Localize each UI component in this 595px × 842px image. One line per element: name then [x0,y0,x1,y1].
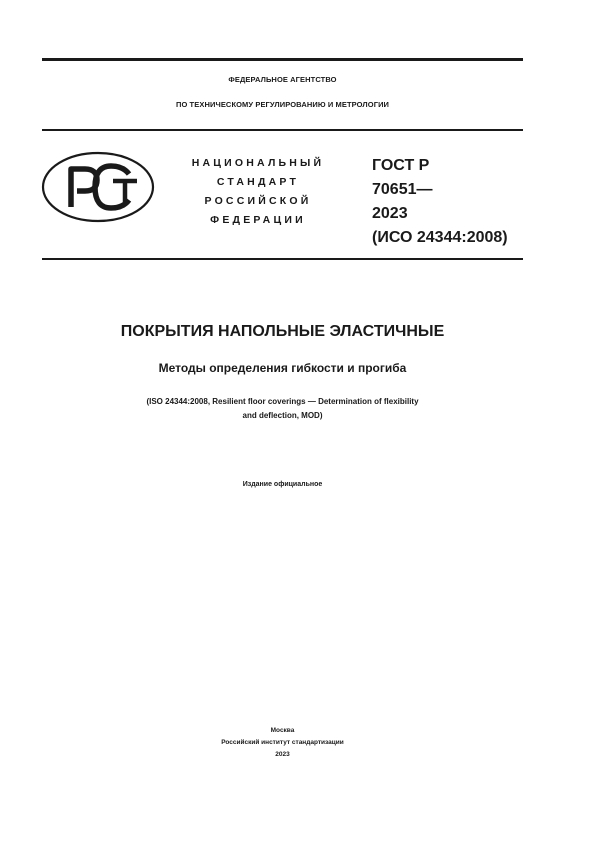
designation-line1: ГОСТ Р [372,157,430,174]
iso-reference [42,395,523,423]
imprint-year: 2023 [275,751,290,758]
iso-reference-line2: and deflection, MOD) [242,411,323,420]
national-standard-block [168,154,348,230]
header-divider [42,129,523,131]
document-subtitle: Методы определения гибкости и прогиба [158,361,407,375]
title-block-divider [42,258,523,260]
imprint [42,725,523,761]
national-standard-line4: ФЕДЕРАЦИИ [210,214,306,226]
document-title: ПОКРЫТИЯ НАПОЛЬНЫЕ ЭЛАСТИЧНЫЕ [120,323,445,340]
top-rule [42,58,523,61]
national-standard-line2: СТАНДАРТ [216,176,300,188]
imprint-publisher: Российский институт стандартизации [221,739,344,746]
iso-reference-line1: (ISO 24344:2008, Resilient floor coverings — Determination of flexibility [146,397,419,406]
standard-designation [372,154,508,250]
designation-line2: 70651— [372,181,433,198]
national-standard-line3: РОССИЙСКОЙ [204,195,312,207]
imprint-city: Москва [270,727,295,734]
gost-r-mark-icon [41,151,155,223]
designation-line4: (ИСО 24344:2008) [372,229,508,246]
edition-label: Издание официальное [242,481,323,488]
agency-name-line1: ФЕДЕРАЛЬНОЕ АГЕНТСТВО [228,75,337,84]
national-standard-line1: НАЦИОНАЛЬНЫЙ [191,157,325,169]
designation-line3: 2023 [372,205,408,222]
agency-name-line2: ПО ТЕХНИЧЕСКОМУ РЕГУЛИРОВАНИЮ И МЕТРОЛОГИИ [175,100,390,109]
